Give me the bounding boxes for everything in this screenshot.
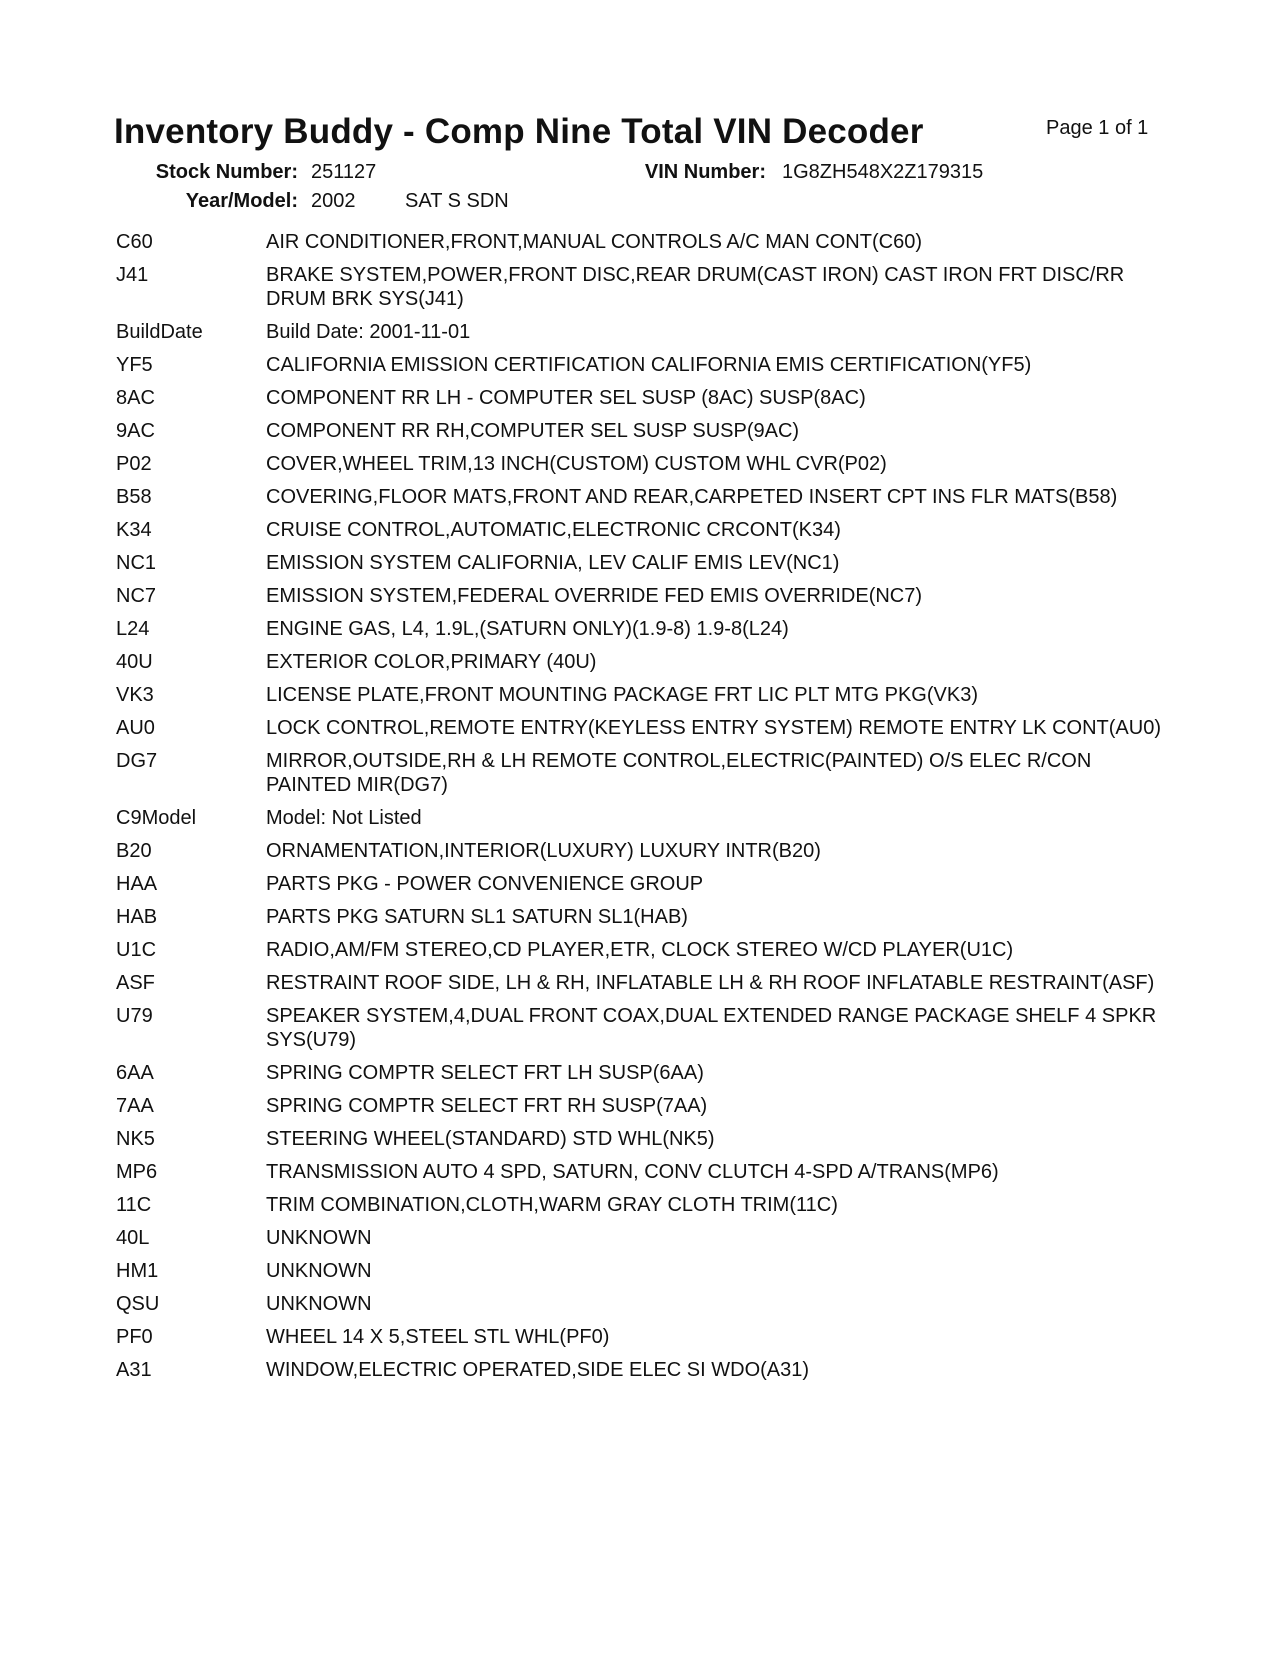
option-code: K34 [116,519,152,541]
option-row [116,263,1176,311]
option-row [116,1193,1176,1217]
option-code: BuildDate [116,321,203,343]
option-row [116,485,1176,509]
option-row [116,353,1176,377]
page-indicator: Page 1 of 1 [1046,117,1149,139]
option-description: CALIFORNIA EMISSION CERTIFICATION CALIFORNIA EMIS CERTIFICATION(YF5) [266,354,1032,376]
option-code: PF0 [116,1326,153,1348]
option-row [116,1061,1176,1085]
option-code: 9AC [116,420,155,442]
option-code: J41 [116,264,149,286]
option-row [116,1259,1176,1283]
option-description: COMPONENT RR LH - COMPUTER SEL SUSP (8AC) SUSP(8AC) [266,387,866,409]
option-code: YF5 [116,354,153,376]
option-row [116,1004,1176,1052]
option-code: 40U [116,651,153,673]
option-code: A31 [116,1359,152,1381]
option-code: 11C [116,1194,152,1216]
option-description: UNKNOWN [266,1293,372,1315]
option-row [116,452,1176,476]
option-row [116,650,1176,674]
option-description: LICENSE PLATE,FRONT MOUNTING PACKAGE FRT LIC PLT MTG PKG(VK3) [266,684,978,706]
page-title: Inventory Buddy - Comp Nine Total VIN Decoder [114,112,924,151]
option-row [116,839,1176,863]
option-code: NK5 [116,1128,155,1150]
option-code: U79 [116,1005,153,1027]
option-row [116,1160,1176,1184]
option-code: NC7 [116,585,157,607]
option-row [116,419,1176,443]
option-row [116,1325,1176,1349]
stock-number-label: Stock Number: [155,161,298,183]
option-row [116,971,1176,995]
stock-number-value: 251127 [311,161,377,183]
option-row [116,872,1176,896]
option-description: EMISSION SYSTEM CALIFORNIA, LEV CALIF EMIS LEV(NC1) [266,552,840,574]
option-code: L24 [116,618,150,640]
option-code: MP6 [116,1161,158,1183]
option-code: 40L [116,1227,150,1249]
option-row [116,716,1176,740]
option-row [116,806,1176,830]
option-description: EMISSION SYSTEM,FEDERAL OVERRIDE FED EMIS OVERRIDE(NC7) [266,585,923,607]
option-code: NC1 [116,552,157,574]
option-description: AIR CONDITIONER,FRONT,MANUAL CONTROLS A/C MAN CONT(C60) [266,231,922,253]
option-description: WINDOW,ELECTRIC OPERATED,SIDE ELEC SI WDO(A31) [266,1359,810,1381]
option-description: ENGINE GAS, L4, 1.9L,(SATURN ONLY)(1.9-8) 1.9-8(L24) [266,618,789,640]
option-code: AU0 [116,717,155,739]
option-description: TRIM COMBINATION,CLOTH,WARM GRAY CLOTH TRIM(11C) [266,1194,838,1216]
year-value: 2002 [311,190,356,212]
option-row [116,551,1176,575]
year-model-label: Year/Model: [185,190,298,212]
option-description: LOCK CONTROL,REMOTE ENTRY(KEYLESS ENTRY SYSTEM) REMOTE ENTRY LK CONT(AU0) [266,717,1161,739]
option-row [116,1094,1176,1118]
option-code: DG7 [116,750,158,772]
option-description: SPEAKER SYSTEM,4,DUAL FRONT COAX,DUAL EXTENDED RANGE PACKAGE SHELF 4 SPKR SYS(U79) [266,1005,1157,1051]
option-code: B58 [116,486,152,508]
vin-number-value: 1G8ZH548X2Z179315 [782,161,984,183]
option-description: STEERING WHEEL(STANDARD) STD WHL(NK5) [266,1128,715,1150]
option-code: P02 [116,453,152,475]
option-description: UNKNOWN [266,1227,372,1249]
option-row [116,1292,1176,1316]
option-code: HM1 [116,1260,159,1282]
option-code: U1C [116,939,157,961]
option-code: 7AA [116,1095,154,1117]
option-code: C60 [116,231,153,253]
option-code: C9Model [116,807,197,829]
option-description: RESTRAINT ROOF SIDE, LH & RH, INFLATABLE LH & RH ROOF INFLATABLE RESTRAINT(ASF) [266,972,1155,994]
option-description: PARTS PKG - POWER CONVENIENCE GROUP [266,873,704,895]
option-description: RADIO,AM/FM STEREO,CD PLAYER,ETR, CLOCK STEREO W/CD PLAYER(U1C) [266,939,1014,961]
option-code: HAB [116,906,158,928]
option-row [116,1127,1176,1151]
option-description: UNKNOWN [266,1260,372,1282]
option-code: 6AA [116,1062,154,1084]
option-code: ASF [116,972,155,994]
option-row [116,1226,1176,1250]
option-row [116,584,1176,608]
option-code: VK3 [116,684,154,706]
option-row [116,1358,1176,1382]
options-list [116,230,1176,1391]
option-code: QSU [116,1293,160,1315]
option-code: 8AC [116,387,155,409]
model-value: SAT S SDN [405,190,509,212]
option-row [116,938,1176,962]
option-description: SPRING COMPTR SELECT FRT LH SUSP(6AA) [266,1062,704,1084]
option-description: COMPONENT RR RH,COMPUTER SEL SUSP SUSP(9AC) [266,420,800,442]
option-row [116,230,1176,254]
option-row [116,683,1176,707]
option-row [116,617,1176,641]
option-row [116,320,1176,344]
option-row [116,518,1176,542]
option-description: BRAKE SYSTEM,POWER,FRONT DISC,REAR DRUM(CAST IRON) CAST IRON FRT DISC/RR DRUM BRK SYS(J41) [266,264,1125,310]
option-description: CRUISE CONTROL,AUTOMATIC,ELECTRONIC CRCONT(K34) [266,519,841,541]
option-description: TRANSMISSION AUTO 4 SPD, SATURN, CONV CLUTCH 4-SPD A/TRANS(MP6) [266,1161,999,1183]
option-code: HAA [116,873,158,895]
option-description: COVER,WHEEL TRIM,13 INCH(CUSTOM) CUSTOM WHL CVR(P02) [266,453,887,475]
option-description: PARTS PKG SATURN SL1 SATURN SL1(HAB) [266,906,688,928]
option-row [116,386,1176,410]
vin-number-label: VIN Number: [644,161,766,183]
option-description: SPRING COMPTR SELECT FRT RH SUSP(7AA) [266,1095,708,1117]
option-description: Model: Not Listed [266,807,422,829]
option-description: EXTERIOR COLOR,PRIMARY (40U) [266,651,597,673]
option-description: ORNAMENTATION,INTERIOR(LUXURY) LUXURY INTR(B20) [266,840,821,862]
option-code: B20 [116,840,152,862]
option-row [116,749,1176,797]
option-description: WHEEL 14 X 5,STEEL STL WHL(PF0) [266,1326,610,1348]
option-description: MIRROR,OUTSIDE,RH & LH REMOTE CONTROL,ELECTRIC(PAINTED) O/S ELEC R/CON PAINTED MIR(DG7) [266,750,1092,796]
option-description: Build Date: 2001-11-01 [266,321,471,343]
option-description: COVERING,FLOOR MATS,FRONT AND REAR,CARPETED INSERT CPT INS FLR MATS(B58) [266,486,1118,508]
option-row [116,905,1176,929]
